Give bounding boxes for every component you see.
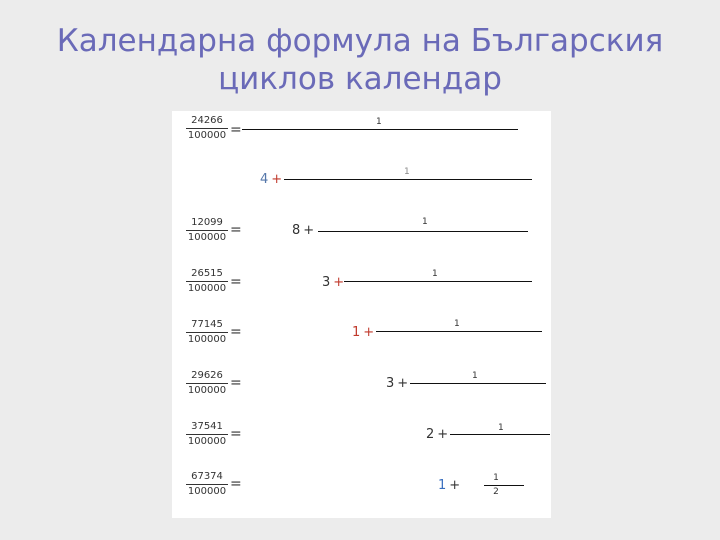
numerator-one-4: 1 [432, 269, 438, 279]
equals-sign-5: = [230, 375, 242, 391]
fraction-line-2 [284, 179, 532, 180]
fraction-4-bar [186, 332, 228, 333]
equals-sign-6: = [230, 426, 242, 442]
fraction-line-4 [344, 281, 532, 282]
plus-sign-4: + [363, 325, 375, 340]
numerator-one-5: 1 [454, 319, 460, 329]
term-4-digit: 1 [352, 325, 361, 340]
term-3 [322, 276, 344, 290]
fraction-1-numerator: 24266 [191, 115, 223, 126]
fraction-1-denominator: 100000 [187, 130, 227, 141]
numerator-one-7: 1 [498, 423, 504, 433]
term-6-digit: 2 [426, 427, 435, 442]
fraction-line-3 [318, 231, 528, 232]
term-2 [292, 224, 314, 238]
fraction-3 [186, 268, 228, 295]
plus-sign-6: + [437, 427, 449, 442]
fraction-2-bar [186, 230, 228, 231]
term-6 [426, 428, 448, 442]
plus-sign-3: + [333, 275, 345, 290]
fraction-7 [186, 471, 228, 498]
fraction-4 [186, 319, 228, 346]
fraction-line-7 [450, 434, 550, 435]
term-2-digit: 8 [292, 223, 301, 238]
equals-sign-2: = [230, 222, 242, 238]
last-fraction-numerator: 1 [493, 473, 499, 483]
fraction-1-bar [186, 128, 228, 129]
term-4 [352, 326, 374, 340]
fraction-6-bar [186, 434, 228, 435]
numerator-one-6: 1 [472, 371, 478, 381]
fraction-line-8 [484, 485, 524, 486]
equals-sign-7: = [230, 476, 242, 492]
equals-sign-4: = [230, 324, 242, 340]
numerator-one-1: 1 [376, 117, 382, 127]
title-line-1: Календарна формула на Българския [56, 23, 664, 59]
fraction-2-numerator: 12099 [191, 217, 223, 228]
plus-sign-1: + [271, 172, 283, 187]
plus-sign-2: + [303, 223, 315, 238]
term-1-digit: 4 [260, 172, 269, 187]
fraction-4-numerator: 77145 [191, 319, 223, 330]
term-5-digit: 3 [386, 376, 395, 391]
fraction-line-6 [410, 383, 546, 384]
equals-sign-1: = [230, 122, 242, 138]
fraction-line-1 [242, 129, 518, 130]
equals-sign-3: = [230, 274, 242, 290]
fraction-7-denominator: 100000 [187, 486, 227, 497]
fraction-3-bar [186, 281, 228, 282]
plus-sign-5: + [397, 376, 409, 391]
title-line-2: циклов календар [218, 61, 502, 97]
term-5 [386, 377, 408, 391]
fraction-2-denominator: 100000 [187, 232, 227, 243]
fraction-5-denominator: 100000 [187, 385, 227, 396]
fraction-4-denominator: 100000 [187, 334, 227, 345]
term-7-digit: 1 [438, 478, 447, 493]
term-1 [260, 173, 282, 187]
numerator-one-2: 1 [404, 167, 410, 177]
page-title [0, 22, 720, 98]
fraction-7-numerator: 67374 [191, 471, 223, 482]
term-3-digit: 3 [322, 275, 331, 290]
fraction-5 [186, 370, 228, 397]
fraction-3-numerator: 26515 [191, 268, 223, 279]
formula-panel [172, 111, 551, 518]
fraction-5-numerator: 29626 [191, 370, 223, 381]
fraction-6 [186, 421, 228, 448]
fraction-1 [186, 115, 228, 142]
numerator-one-3: 1 [422, 217, 428, 227]
plus-sign-7: + [449, 478, 461, 493]
fraction-5-bar [186, 383, 228, 384]
fraction-7-bar [186, 484, 228, 485]
fraction-3-denominator: 100000 [187, 283, 227, 294]
fraction-6-denominator: 100000 [187, 436, 227, 447]
fraction-line-5 [376, 331, 542, 332]
fraction-2 [186, 217, 228, 244]
last-fraction-denominator: 2 [493, 487, 499, 497]
term-7 [438, 479, 460, 493]
fraction-6-numerator: 37541 [191, 421, 223, 432]
